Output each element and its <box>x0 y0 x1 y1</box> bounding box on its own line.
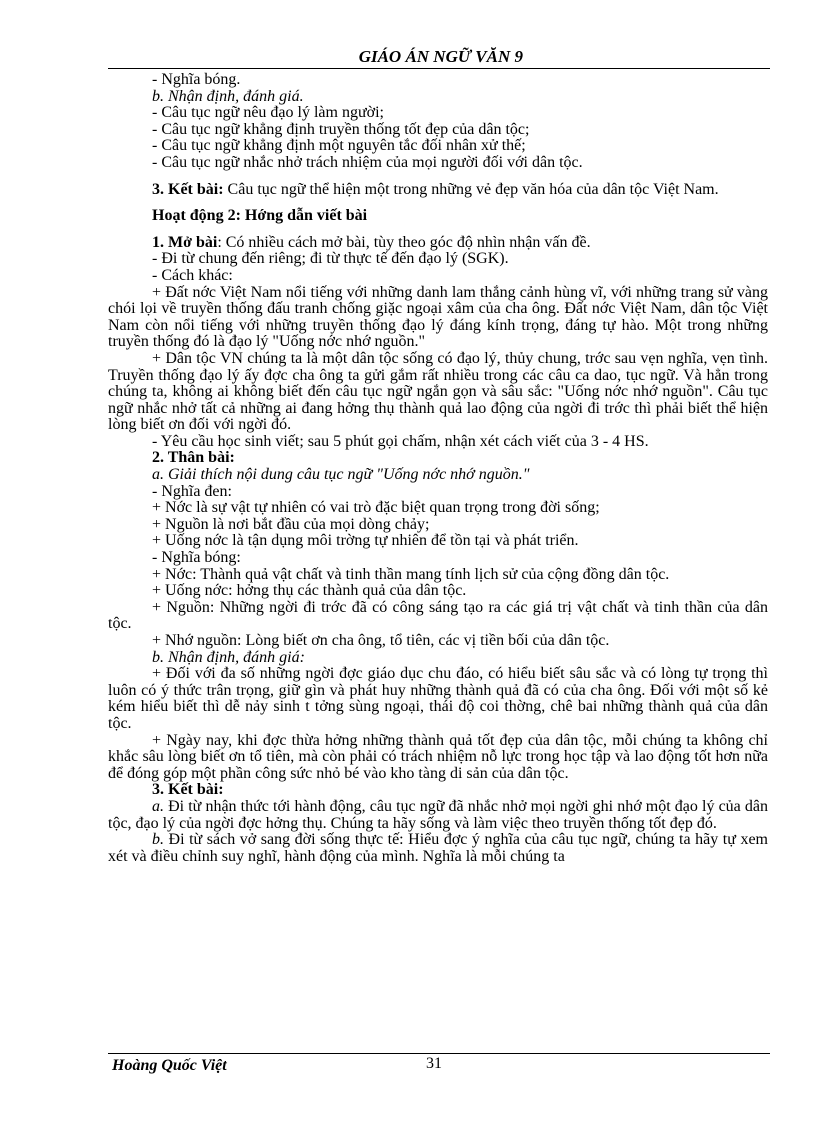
body-line: - Nghĩa bóng: <box>152 549 241 567</box>
body-line: - Yêu cầu học sinh viết; sau 5 phút gọi chấm, nhận xét cách viết của 3 - 4 HS. <box>152 432 649 450</box>
body-paragraph: + Nguồn: Những ngời đi trớc đã có công sáng tạo ra các giá trị vật chất và tinh thần của dân tộc. <box>108 598 768 633</box>
body-line: + Nớc: Thành quả vật chất và tinh thần mang tính lịch sử của cộng đồng dân tộc. <box>152 565 670 583</box>
body-paragraph: + Đối với đa số những ngời đợc giáo dục chu đáo, có hiểu biết sâu sắc và có lòng tự trọng thì luôn có ý thức trân trọng, giữ gìn và phát huy những thành quả đã có của cha ông. Đối với một số kẻ kém hiểu biết thì dễ nảy sinh t tởng sùng ngoại, thái độ coi thờng, chê bai những thành quả của dân tộc. <box>108 665 768 732</box>
body-line: + Nguồn là nơi bắt đầu của mọi dòng chảy; <box>152 515 430 533</box>
conclusion-paragraph <box>108 182 768 199</box>
body-line: + Nớc là sự vật tự nhiên có vai trò đặc biệt quan trọng trong đời sống; <box>152 499 600 517</box>
page-number: 31 <box>426 1055 442 1072</box>
body-line: - Câu tục ngữ khẳng định truyền thống tốt đẹp của dân tộc; <box>152 120 530 138</box>
intro-text: : Có nhiều cách mở bài, tùy theo góc độ nhìn nhận vấn đề. <box>217 233 591 251</box>
body-line: - Câu tục ngữ nêu đạo lý làm người; <box>152 104 384 122</box>
body-line: + Nhớ nguồn: Lòng biết ơn cha ông, tổ tiên, các vị tiền bối của dân tộc. <box>152 632 610 649</box>
body-line: - Nghĩa bóng. <box>152 71 241 88</box>
body-paragraph <box>108 832 768 865</box>
paragraph-text: Đi từ sách vở sang đời sống thực tế: Hiểu đợc ý nghĩa của câu tục ngữ, chúng ta hãy tự xem xét và điều chỉnh suy nghĩ, hành động của mình. Nghĩa là mỗi chúng ta <box>108 831 768 865</box>
body-paragraph: + Ngày nay, khi đợc thừa hởng những thành quả tốt đẹp của dân tộc, mỗi chúng ta không chỉ khắc sâu lòng biết ơn tổ tiên, mà còn phải có trách nhiệm nỗ lực trong học tập và lao động tốt hơn nữa để đóng góp một phần công sức nhỏ bé vào kho tàng di sản của dân tộc. <box>108 731 768 782</box>
body-line: - Cách khác: <box>152 266 233 284</box>
activity-heading: Hoạt động 2: Hớng dẫn viết bài <box>152 207 368 225</box>
conclusion-label: 3. Kết bài: <box>152 180 224 198</box>
section-heading: b. Nhận định, đánh giá. <box>152 87 304 105</box>
header-divider <box>108 68 770 69</box>
section-subheading: a. Giải thích nội dung câu tục ngữ "Uống nớc nhớ nguồn." <box>152 466 530 484</box>
body-paragraph <box>108 799 768 832</box>
list-marker: b. <box>152 831 164 849</box>
paragraph-text: Đi từ nhận thức tới hành động, câu tục ngữ đã nhắc nhở mọi ngời ghi nhớ một đạo lý của dân tộc, đạo lý của ngời đợc hởng thụ. Chúng ta hãy sống và làm việc theo truyền thống tốt đẹp đó. <box>108 797 768 832</box>
conclusion-text: Câu tục ngữ thể hiện một trong những vẻ đẹp văn hóa của dân tộc Việt Nam. <box>223 180 719 198</box>
intro-paragraph <box>108 235 768 252</box>
footer-author: Hoàng Quốc Việt <box>112 1057 227 1074</box>
body-paragraph: + Dân tộc VN chúng ta là một dân tộc sống có đạo lý, thủy chung, trớc sau vẹn nghĩa, vẹn tình. Truyền thống đạo lý ấy đợc cha ông ta gửi gắm rất nhiều trong các câu ca dao, tục ngữ. Và hẳn trong chúng ta, không ai không biết đến câu tục ngữ ngắn gọn và sâu sắc: "Uống nớc nhớ nguồn". Câu tục ngữ nhắc nhở tất cả những ai đang hởng thụ thành quả lao động của ngời đi trớc thì phải biết thể hiện lòng biết ơn đối với ngời đó. <box>108 349 768 434</box>
document-body <box>108 72 768 865</box>
body-line: + Uống nớc là tận dụng môi trờng tự nhiên để tồn tại và phát triển. <box>152 532 579 550</box>
intro-label: 1. Mở bài <box>152 233 218 251</box>
body-paragraph: + Đất nớc Việt Nam nổi tiếng với những danh lam thắng cảnh hùng vĩ, với những trang sử vàng chói lọi về truyền thống đấu tranh chống giặc ngoại xâm của cha ông. Đất nớc Việt Nam, dân tộc Việt Nam còn nổi tiếng với những truyền thống đạo lý đáng kính trọng, đáng tự hào. Một trong những truyền thống đó là đạo lý "Uống nớc nhớ nguồn." <box>108 283 768 351</box>
footer-divider <box>108 1053 770 1054</box>
body-line: - Đi từ chung đến riêng; đi từ thực tế đến đạo lý (SGK). <box>152 250 509 268</box>
body-line: - Câu tục ngữ khẳng định một nguyên tắc đối nhân xử thế; <box>152 137 526 155</box>
section-subheading: b. Nhận định, đánh giá: <box>152 648 305 666</box>
body-line: + Uống nớc: hởng thụ các thành quả của dân tộc. <box>152 582 467 600</box>
page-header-title: GIÁO ÁN NGỮ VĂN 9 <box>358 47 523 66</box>
section-heading: 2. Thân bài: <box>152 449 235 467</box>
list-marker: a. <box>152 797 164 815</box>
body-line: - Nghĩa đen: <box>152 482 232 500</box>
body-line: - Câu tục ngữ nhắc nhở trách nhiệm của mọi người đối với dân tộc. <box>152 153 583 171</box>
section-heading: 3. Kết bài: <box>152 781 224 799</box>
